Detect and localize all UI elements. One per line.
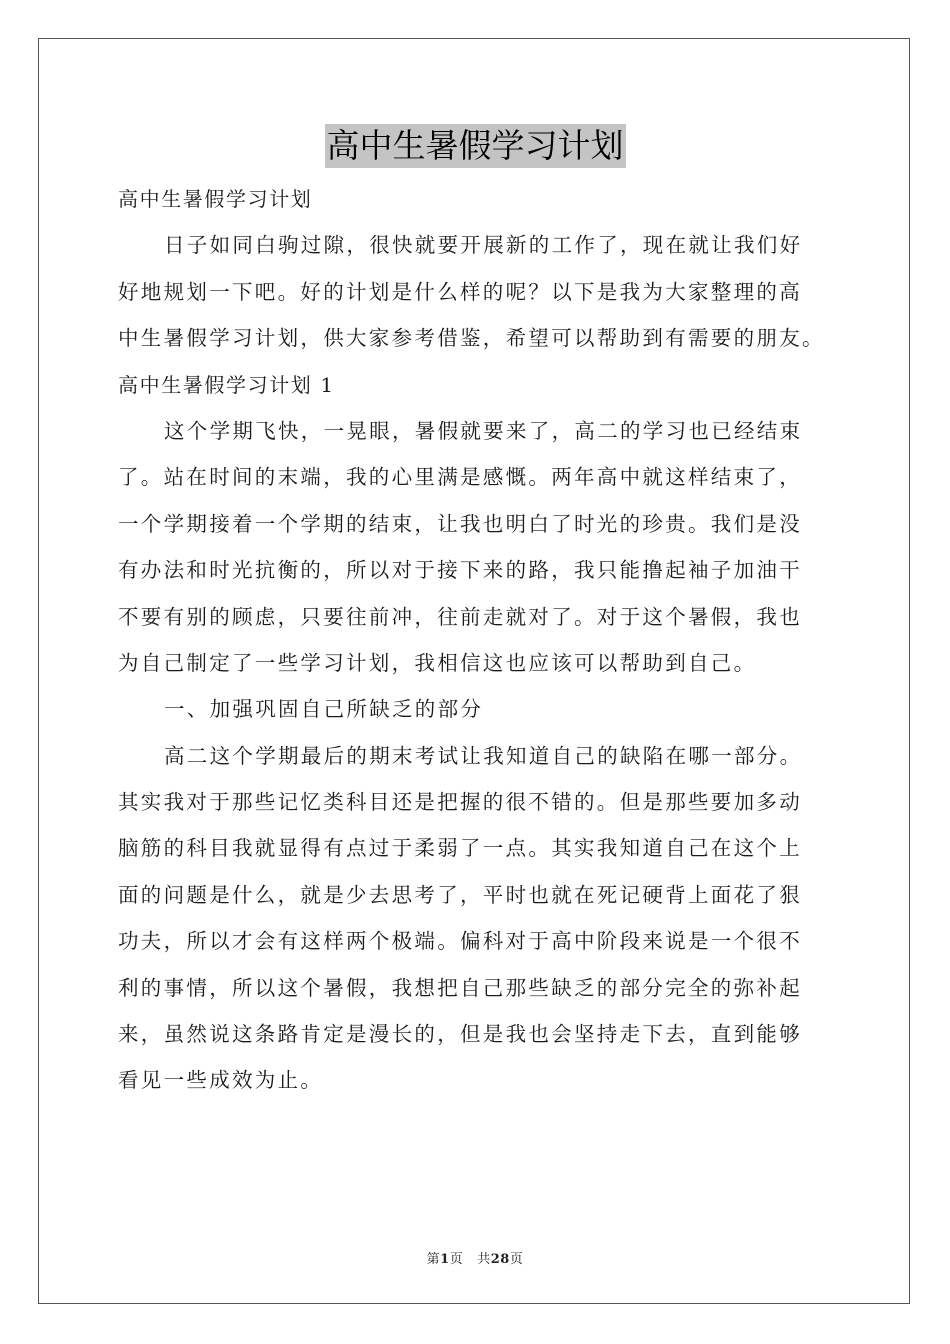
text-line: 为自己制定了一些学习计划，我相信这也应该可以帮助到自己。 xyxy=(118,650,757,675)
text-line: 其实我对于那些记忆类科目还是把握的很不错的。但是那些要加多动 xyxy=(118,790,802,815)
text-line: 高二这个学期最后的期末考试让我知道自己的缺陷在哪一部分。 xyxy=(164,743,803,768)
page-prefix: 第 xyxy=(426,1252,441,1267)
text-line: 有办法和时光抗衡的，所以对于接下来的路，我只能撸起袖子加油干 xyxy=(118,558,802,583)
text-line: 利的事情，所以这个暑假，我想把自己那些缺乏的部分完全的弥补起 xyxy=(118,975,802,1000)
text-line: 这个学期飞快，一晃眼，暑假就要来了，高二的学习也已经结束 xyxy=(164,418,803,443)
paragraph-1 xyxy=(118,408,838,686)
title-container xyxy=(0,124,950,168)
text-line: 功夫，所以才会有这样两个极端。偏科对于高中阶段来说是一个很不 xyxy=(118,929,802,954)
text-line: 面的问题是什么，就是少去思考了，平时也就在死记硬背上面花了狠 xyxy=(118,882,802,907)
text-line: 脑筋的科目我就显得有点过于柔弱了一点。其实我知道自己在这个上 xyxy=(118,836,802,861)
text-line: 了。站在时间的末端，我的心里满是感慨。两年高中就这样结束了， xyxy=(118,465,802,490)
text-line: 一个学期接着一个学期的结束，让我也明白了时光的珍贵。我们是没 xyxy=(118,511,802,536)
page-footer xyxy=(0,1248,950,1267)
page-suffix: 页 xyxy=(449,1252,464,1267)
section-title: 高中生暑假学习计划 1 xyxy=(118,372,335,397)
text-line: 来，虽然说这条路肯定是漫长的，但是我也会坚持走下去，直到能够 xyxy=(118,1022,802,1047)
text-line: 日子如同白驹过隙，很快就要开展新的工作了，现在就让我们好 xyxy=(164,233,803,258)
text-line: 看见一些成效为止。 xyxy=(118,1068,324,1093)
total-suffix: 页 xyxy=(509,1252,524,1267)
document-title: 高中生暑假学习计划 xyxy=(325,124,626,168)
total-pages: 28 xyxy=(490,1252,510,1267)
point-title: 一、加强巩固自己所缺乏的部分 xyxy=(164,697,484,722)
text-line: 中生暑假学习计划，供大家参考借鉴，希望可以帮助到有需要的朋友。 xyxy=(118,326,825,351)
document-body xyxy=(118,176,838,1104)
total-prefix: 共 xyxy=(477,1252,491,1267)
text-line: 好地规划一下吧。好的计划是什么样的呢？以下是我为大家整理的高 xyxy=(118,279,802,304)
document-subtitle: 高中生暑假学习计划 xyxy=(118,187,313,211)
intro-paragraph xyxy=(118,222,838,361)
paragraph-2 xyxy=(118,733,838,1104)
text-line: 不要有别的顾虑，只要往前冲，往前走就对了。对于这个暑假，我也 xyxy=(118,604,802,629)
page-number: 1 xyxy=(440,1252,450,1267)
